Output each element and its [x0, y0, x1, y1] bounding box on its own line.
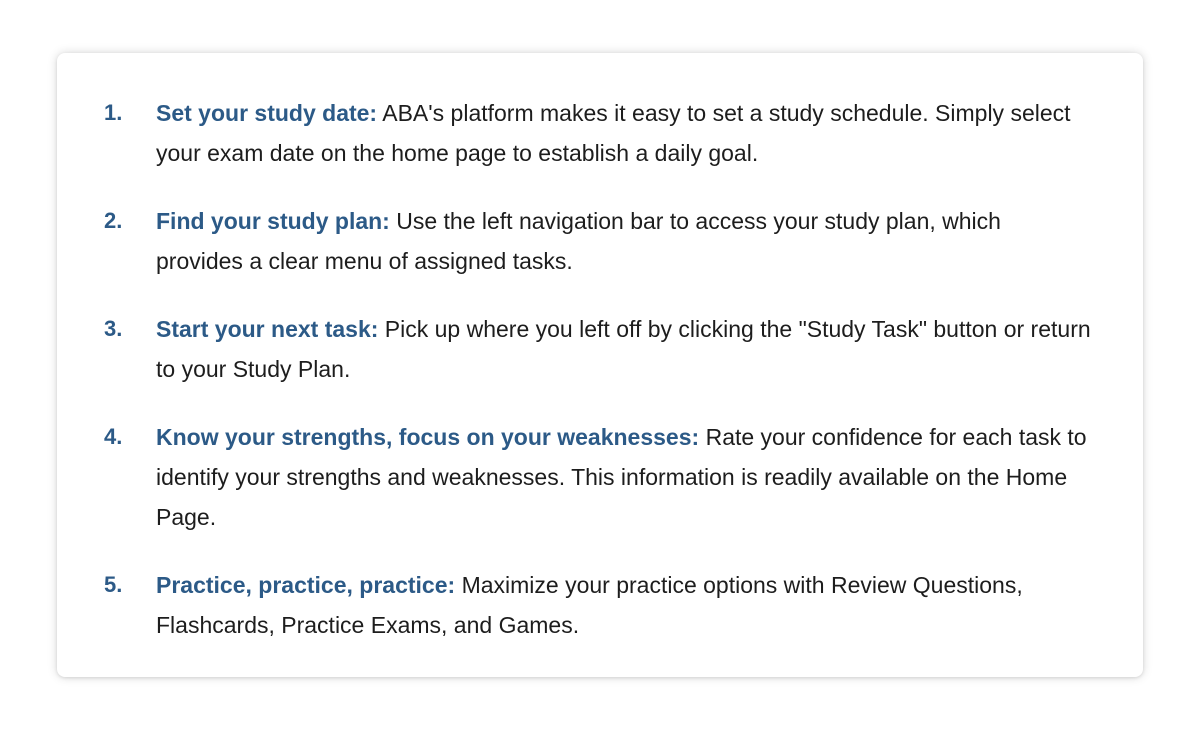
step-text	[156, 565, 1091, 645]
steps-list	[57, 93, 1143, 673]
list-item-step-3	[57, 309, 1143, 389]
step-text	[156, 417, 1091, 537]
step-text	[156, 93, 1091, 173]
step-text	[156, 309, 1091, 389]
step-body: Maximize your practice options with Review Questions, Flashcards, Practice Exams, and Games.	[156, 572, 1023, 638]
step-text	[156, 201, 1091, 281]
step-body: Pick up where you left off by clicking the "Study Task" button or return to your Study Plan.	[156, 316, 1091, 382]
step-title: Set your study date:	[156, 100, 378, 126]
step-number: 1.	[104, 100, 123, 125]
step-title: Start your next task:	[156, 316, 379, 342]
list-item-step-1	[57, 93, 1143, 173]
step-body: ABA's platform makes it easy to set a study schedule. Simply select your exam date on the home page to establish a daily goal.	[156, 100, 1071, 166]
step-number: 4.	[104, 424, 123, 449]
list-item-step-5	[57, 565, 1143, 645]
step-title: Find your study plan:	[156, 208, 390, 234]
step-number: 5.	[104, 572, 123, 597]
step-body: Rate your confidence for each task to identify your strengths and weaknesses. This information is readily available on the Home Page.	[156, 424, 1087, 530]
step-title: Practice, practice, practice:	[156, 572, 456, 598]
step-body: Use the left navigation bar to access your study plan, which provides a clear menu of assigned tasks.	[156, 208, 1001, 274]
step-number: 3.	[104, 316, 123, 341]
list-item-step-2	[57, 201, 1143, 281]
step-number: 2.	[104, 208, 123, 233]
steps-card	[57, 53, 1143, 677]
step-title: Know your strengths, focus on your weaknesses:	[156, 424, 700, 450]
list-item-step-4	[57, 417, 1143, 537]
